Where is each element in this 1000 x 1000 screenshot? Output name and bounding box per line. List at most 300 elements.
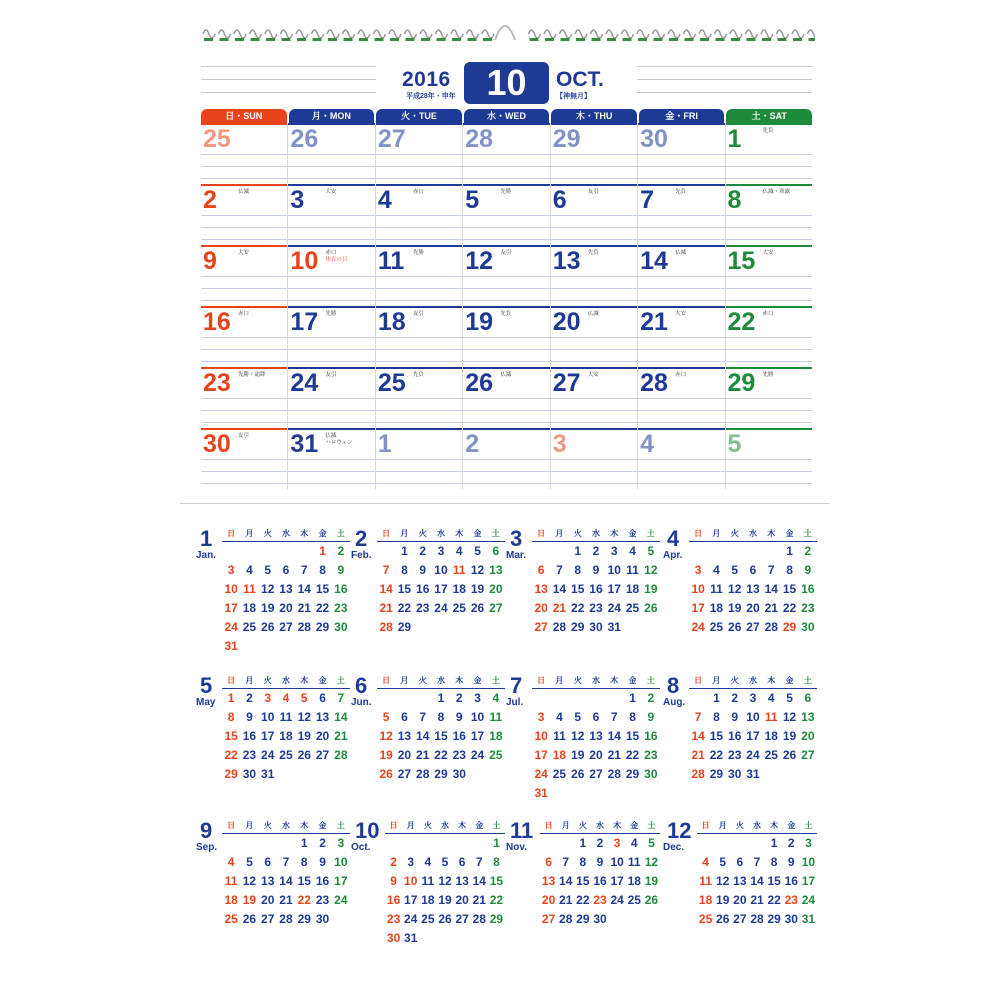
- mini-weekday: 火: [730, 529, 739, 538]
- mini-day: 9: [319, 855, 326, 869]
- day-number: 14: [640, 247, 668, 275]
- mini-day: 19: [242, 893, 257, 907]
- mini-day: [240, 835, 258, 854]
- memo-line: [726, 410, 812, 411]
- mini-weekday: 月: [400, 529, 409, 538]
- day-cell: [201, 123, 288, 184]
- day-number: 19: [465, 308, 494, 336]
- mini-day: 30: [784, 912, 798, 926]
- mini-weekday: 日: [382, 676, 391, 685]
- mini-weekday: 日: [544, 821, 553, 830]
- mini-week-row: [222, 766, 350, 785]
- memo-line: [201, 288, 287, 289]
- memo-line: [201, 398, 287, 399]
- mini-day: 13: [541, 874, 556, 888]
- mini-day: 25: [709, 620, 724, 634]
- memo-line: [726, 471, 812, 472]
- day-cell: [638, 367, 725, 428]
- mini-day: 18: [452, 582, 466, 596]
- mini-day: 23: [593, 893, 607, 907]
- day-number: 15: [727, 247, 756, 275]
- day-number: 27: [552, 369, 581, 397]
- day-cell: [551, 123, 638, 184]
- mini-day: 29: [224, 767, 238, 781]
- mini-day: 26: [261, 620, 275, 634]
- mini-day: 6: [804, 691, 812, 705]
- mini-day: [605, 785, 623, 804]
- mini-day: 30: [452, 767, 466, 781]
- mini-day: 26: [644, 893, 659, 907]
- memo-line: [463, 154, 549, 155]
- day-number: 5: [727, 430, 742, 458]
- memo-line: [463, 178, 549, 179]
- mini-week-row: [385, 835, 505, 854]
- mini-week-row: [689, 709, 817, 728]
- mini-week-row: [222, 600, 350, 619]
- mini-day: [240, 543, 258, 562]
- mini-day: 2: [647, 691, 655, 705]
- mini-weekday: 土: [336, 676, 345, 685]
- mini-day: 27: [534, 620, 548, 634]
- mini-weekday-header: [689, 528, 817, 542]
- mini-day: 5: [264, 563, 272, 577]
- mini-weekday: 木: [300, 676, 309, 685]
- mini-day: [609, 911, 626, 930]
- mini-day: 27: [541, 912, 556, 926]
- mini-day: 17: [470, 729, 485, 743]
- mini-day: 13: [397, 729, 412, 743]
- mini-weekday: 水: [281, 529, 290, 538]
- mini-day: [222, 835, 240, 854]
- mini-month-label: Feb.: [351, 550, 372, 561]
- day-cell: [288, 245, 375, 306]
- mini-week-row: [222, 690, 350, 709]
- memo-line: [638, 276, 724, 277]
- mini-day: 28: [750, 912, 764, 926]
- memo-line: [726, 483, 812, 484]
- mini-day: 12: [470, 563, 485, 577]
- mini-day: 30: [728, 767, 742, 781]
- mini-week-row: [222, 911, 350, 930]
- mini-day: 19: [470, 582, 485, 596]
- mini-day: 31: [261, 767, 275, 781]
- mini-week-row: [697, 892, 817, 911]
- mini-day: 26: [242, 912, 257, 926]
- mini-days: [222, 835, 350, 930]
- mini-day: 13: [801, 710, 815, 724]
- mini-day: 30: [242, 767, 257, 781]
- mini-day: 17: [261, 729, 275, 743]
- mini-day: 9: [647, 710, 655, 724]
- memo-line: [463, 166, 549, 167]
- memo-line: [376, 288, 462, 289]
- mini-day: 25: [764, 748, 778, 762]
- day-cell: [726, 184, 812, 245]
- mini-day: 25: [625, 601, 640, 615]
- mini-day: [748, 835, 765, 854]
- rokuyo-label: 大安: [675, 311, 687, 317]
- mini-month-number: 7: [510, 673, 523, 698]
- mini-week-row: [540, 911, 660, 930]
- mini-day: 13: [315, 710, 330, 724]
- mini-day: 7: [475, 855, 483, 869]
- mini-day: 30: [386, 931, 401, 945]
- mini-day: 23: [784, 893, 798, 907]
- day-number: 1: [727, 125, 742, 153]
- mini-day: 21: [607, 748, 621, 762]
- day-cell: [288, 367, 375, 428]
- memo-line: [551, 300, 637, 301]
- mini-weekday: 木: [610, 676, 619, 685]
- mini-month-number: 8: [667, 673, 680, 698]
- mini-day: 9: [337, 563, 345, 577]
- mini-day: 22: [434, 748, 448, 762]
- mini-weekday-header: [689, 675, 817, 689]
- mini-day: 9: [731, 710, 739, 724]
- mini-day: [385, 835, 402, 854]
- mini-weekday: 火: [578, 821, 587, 830]
- october-main-grid: [201, 109, 812, 489]
- mini-week-row: [377, 581, 505, 600]
- mini-month-number: 6: [355, 673, 368, 698]
- memo-line: [551, 154, 637, 155]
- mini-weekday-header: [377, 675, 505, 689]
- memo-line: [288, 178, 374, 179]
- mini-day: 12: [782, 710, 797, 724]
- day-number: 1: [377, 430, 392, 458]
- mini-weekday: 金: [318, 821, 327, 830]
- memo-line: [201, 349, 287, 350]
- mini-day: 2: [390, 855, 397, 869]
- rokuyo-label: 仏滅: [238, 189, 250, 195]
- week-row: [201, 306, 812, 367]
- day-cell: [201, 367, 288, 428]
- mini-day: [488, 930, 505, 949]
- day-number: 4: [377, 186, 392, 214]
- mini-week-row: [222, 638, 350, 657]
- mini-weekday-header: [222, 675, 350, 689]
- era-label: 平成28年・申年: [406, 93, 456, 100]
- day-number: 28: [465, 125, 494, 153]
- memo-line: [376, 398, 462, 399]
- mini-weekday: 日: [382, 529, 391, 538]
- mini-day: 4: [713, 563, 720, 577]
- mini-days: [689, 690, 817, 785]
- mini-weekday: 火: [423, 821, 432, 830]
- memo-line: [288, 215, 374, 216]
- mini-day: 24: [404, 912, 418, 926]
- mini-day: 22: [767, 893, 781, 907]
- memo-lines-right: [637, 66, 812, 106]
- mini-day: [714, 835, 731, 854]
- memo-line: [726, 276, 812, 277]
- mini-week-row: [689, 747, 817, 766]
- rokuyo-label: 大安: [238, 250, 250, 256]
- mini-day: 22: [576, 893, 590, 907]
- mini-week-row: [689, 766, 817, 785]
- mini-day: 5: [441, 855, 449, 869]
- mini-day: [313, 638, 331, 657]
- mini-week-row: [222, 747, 350, 766]
- mini-weekday: 木: [458, 821, 467, 830]
- memo-line: [463, 398, 549, 399]
- mini-day: 14: [279, 874, 293, 888]
- mini-weekday: 土: [336, 529, 345, 538]
- mini-day: 19: [438, 893, 452, 907]
- mini-week-row: [377, 619, 505, 638]
- memo-line: [288, 410, 374, 411]
- mini-day: 3: [227, 563, 235, 577]
- mini-day: 6: [282, 563, 290, 577]
- memo-line: [726, 349, 812, 350]
- mini-day: [623, 619, 641, 638]
- mini-month-number: 10: [355, 818, 380, 843]
- mini-week-row: [222, 873, 350, 892]
- mini-day: 21: [334, 729, 348, 743]
- mini-day: 5: [648, 836, 655, 850]
- memo-line: [201, 337, 287, 338]
- mini-day: 22: [397, 601, 412, 615]
- memo-line: [463, 276, 549, 277]
- mini-day: 20: [397, 748, 412, 762]
- memo-line: [551, 361, 637, 362]
- mini-day: 24: [610, 893, 624, 907]
- mini-week-row: [532, 785, 660, 804]
- weekday-header: 月・MON: [289, 109, 375, 123]
- mini-day: 19: [571, 748, 585, 762]
- day-cell: [201, 184, 288, 245]
- mini-day: 23: [801, 601, 815, 615]
- day-cell: [551, 367, 638, 428]
- mini-day: 21: [279, 893, 293, 907]
- mini-day: 14: [607, 729, 621, 743]
- day-number: 6: [552, 186, 567, 214]
- mini-day: 4: [455, 544, 463, 558]
- memo-line: [638, 422, 724, 423]
- day-number: 11: [377, 247, 405, 275]
- mini-weekday: 土: [491, 529, 500, 538]
- mini-day: 14: [559, 874, 573, 888]
- mini-day: [295, 543, 313, 562]
- mini-day: 7: [556, 563, 563, 577]
- day-cell: [288, 184, 375, 245]
- mini-weekday-header: [377, 528, 505, 542]
- mini-day: 10: [261, 710, 275, 724]
- mini-day: 24: [224, 620, 238, 634]
- mini-day: 5: [731, 563, 739, 577]
- mini-day: [377, 690, 395, 709]
- mini-day: [623, 785, 641, 804]
- memo-line: [726, 300, 812, 301]
- mini-weekday: 木: [613, 821, 622, 830]
- day-number: 17: [290, 308, 319, 336]
- mini-day: 10: [746, 710, 760, 724]
- day-cell: [638, 428, 725, 489]
- mini-day: 25: [224, 912, 238, 926]
- mini-days: [540, 835, 660, 930]
- day-cell: [551, 306, 638, 367]
- mini-weekday: 金: [630, 821, 639, 830]
- mini-day: 14: [691, 729, 705, 743]
- mini-weekday: 火: [735, 821, 744, 830]
- mini-day: 8: [786, 563, 793, 577]
- weekday-header: 日・SUN: [201, 109, 287, 123]
- mini-day: [642, 785, 660, 804]
- mini-week-row: [689, 600, 817, 619]
- memo-line: [376, 154, 462, 155]
- memo-line: [288, 471, 374, 472]
- mini-day: 21: [750, 893, 764, 907]
- mini-day: 27: [315, 748, 330, 762]
- mini-week-row: [222, 562, 350, 581]
- mini-day: [643, 911, 660, 930]
- memo-line: [551, 288, 637, 289]
- mini-day: 8: [574, 563, 582, 577]
- mini-day: 28: [279, 912, 293, 926]
- day-number: 26: [290, 125, 319, 153]
- mini-month-number: 1: [200, 526, 213, 551]
- mini-day: [295, 766, 313, 785]
- mini-day: [377, 543, 395, 562]
- mini-day: 22: [489, 893, 504, 907]
- mini-day: 16: [784, 874, 798, 888]
- memo-line: [201, 422, 287, 423]
- spiral-binding-icon: [195, 16, 815, 56]
- mini-day: 12: [716, 874, 730, 888]
- mini-week-row: [532, 766, 660, 785]
- mini-day: 1: [574, 544, 582, 558]
- traditional-month-name: 【神無月】: [556, 93, 591, 100]
- mini-day: 5: [647, 544, 655, 558]
- mini-day: 3: [264, 691, 272, 705]
- mini-weekday: 火: [263, 529, 272, 538]
- mini-day: 31: [224, 639, 238, 653]
- week-row: [201, 428, 812, 489]
- mini-day: 18: [627, 874, 641, 888]
- mini-day: 11: [764, 710, 778, 724]
- mini-month-number: 12: [667, 818, 692, 843]
- mini-day: 24: [334, 893, 348, 907]
- mini-day: 4: [629, 544, 636, 558]
- mini-month-label: Jan.: [196, 550, 217, 561]
- mini-day: 10: [691, 582, 705, 596]
- year-label: 2016: [402, 68, 451, 91]
- mini-day: [240, 638, 258, 657]
- mini-day: 11: [710, 582, 723, 596]
- mini-day: 30: [334, 620, 348, 634]
- mini-day: 3: [337, 836, 345, 850]
- mini-day: 12: [297, 710, 311, 724]
- rokuyo-label: 赤口: [762, 311, 774, 317]
- mini-day: 27: [261, 912, 275, 926]
- mini-weekday: 日: [537, 676, 546, 685]
- memo-line: [638, 410, 724, 411]
- mini-weekday: 土: [803, 676, 812, 685]
- mini-day: [436, 835, 453, 854]
- mini-day: [313, 766, 331, 785]
- mini-day: 23: [242, 748, 257, 762]
- mini-week-row: [689, 728, 817, 747]
- day-cell: [638, 123, 725, 184]
- mini-day: 24: [691, 620, 705, 634]
- memo-line: [288, 227, 374, 228]
- mini-day: 19: [716, 893, 730, 907]
- memo-line: [638, 459, 724, 460]
- mini-day: [487, 766, 505, 785]
- mini-day: 29: [571, 620, 585, 634]
- memo-line: [288, 239, 374, 240]
- mini-days: [377, 690, 505, 785]
- mini-day: [744, 543, 762, 562]
- memo-line: [376, 483, 462, 484]
- mini-day: 11: [421, 874, 435, 888]
- mini-day: 16: [589, 582, 603, 596]
- rokuyo-label: 先負: [412, 372, 424, 378]
- mini-day: [697, 835, 714, 854]
- month-name-label: OCT.: [556, 68, 604, 91]
- mini-day: [707, 543, 725, 562]
- mini-day: 6: [458, 855, 466, 869]
- mini-day: [259, 638, 277, 657]
- rokuyo-label: 仏滅: [500, 372, 512, 378]
- mini-weekday: 土: [646, 529, 655, 538]
- memo-line: [638, 288, 724, 289]
- day-cell: [726, 245, 812, 306]
- memo-line: [726, 154, 812, 155]
- mini-day: [569, 690, 587, 709]
- memo-line: [726, 398, 812, 399]
- mini-day: 5: [382, 710, 390, 724]
- mini-day: 19: [782, 729, 797, 743]
- mini-weekday: 木: [455, 529, 464, 538]
- memo-line: [551, 483, 637, 484]
- mini-day: 27: [279, 620, 293, 634]
- mini-day: [419, 835, 436, 854]
- memo-line: [463, 288, 549, 289]
- mini-day: 30: [593, 912, 607, 926]
- mini-day: 19: [379, 748, 393, 762]
- memo-line: [463, 471, 549, 472]
- mini-day: 10: [801, 855, 816, 869]
- mini-day: 10: [607, 563, 621, 577]
- mini-day: 4: [227, 855, 235, 869]
- memo-line: [288, 349, 374, 350]
- mini-day: 9: [787, 855, 795, 869]
- mini-day: 3: [474, 691, 481, 705]
- mini-day: 18: [709, 601, 724, 615]
- mini-day: 17: [746, 729, 760, 743]
- memo-line: [638, 239, 724, 240]
- mini-day: 29: [782, 620, 797, 634]
- weekday-header: 火・TUE: [376, 109, 462, 123]
- mini-week-row: [377, 747, 505, 766]
- mini-day: 16: [452, 729, 466, 743]
- rokuyo-label: 赤口: [412, 189, 424, 195]
- mini-day: 22: [709, 748, 724, 762]
- memo-line: [201, 239, 287, 240]
- mini-day: 13: [455, 874, 469, 888]
- memo-line: [288, 422, 374, 423]
- memo-line: [376, 227, 462, 228]
- mini-week-row: [689, 690, 817, 709]
- mini-day: 14: [334, 710, 348, 724]
- mini-day: 1: [629, 691, 636, 705]
- mini-day: 18: [279, 729, 293, 743]
- day-cell: [463, 245, 550, 306]
- mini-day: 7: [562, 855, 570, 869]
- mini-day: 3: [537, 710, 545, 724]
- mini-day: 26: [470, 601, 485, 615]
